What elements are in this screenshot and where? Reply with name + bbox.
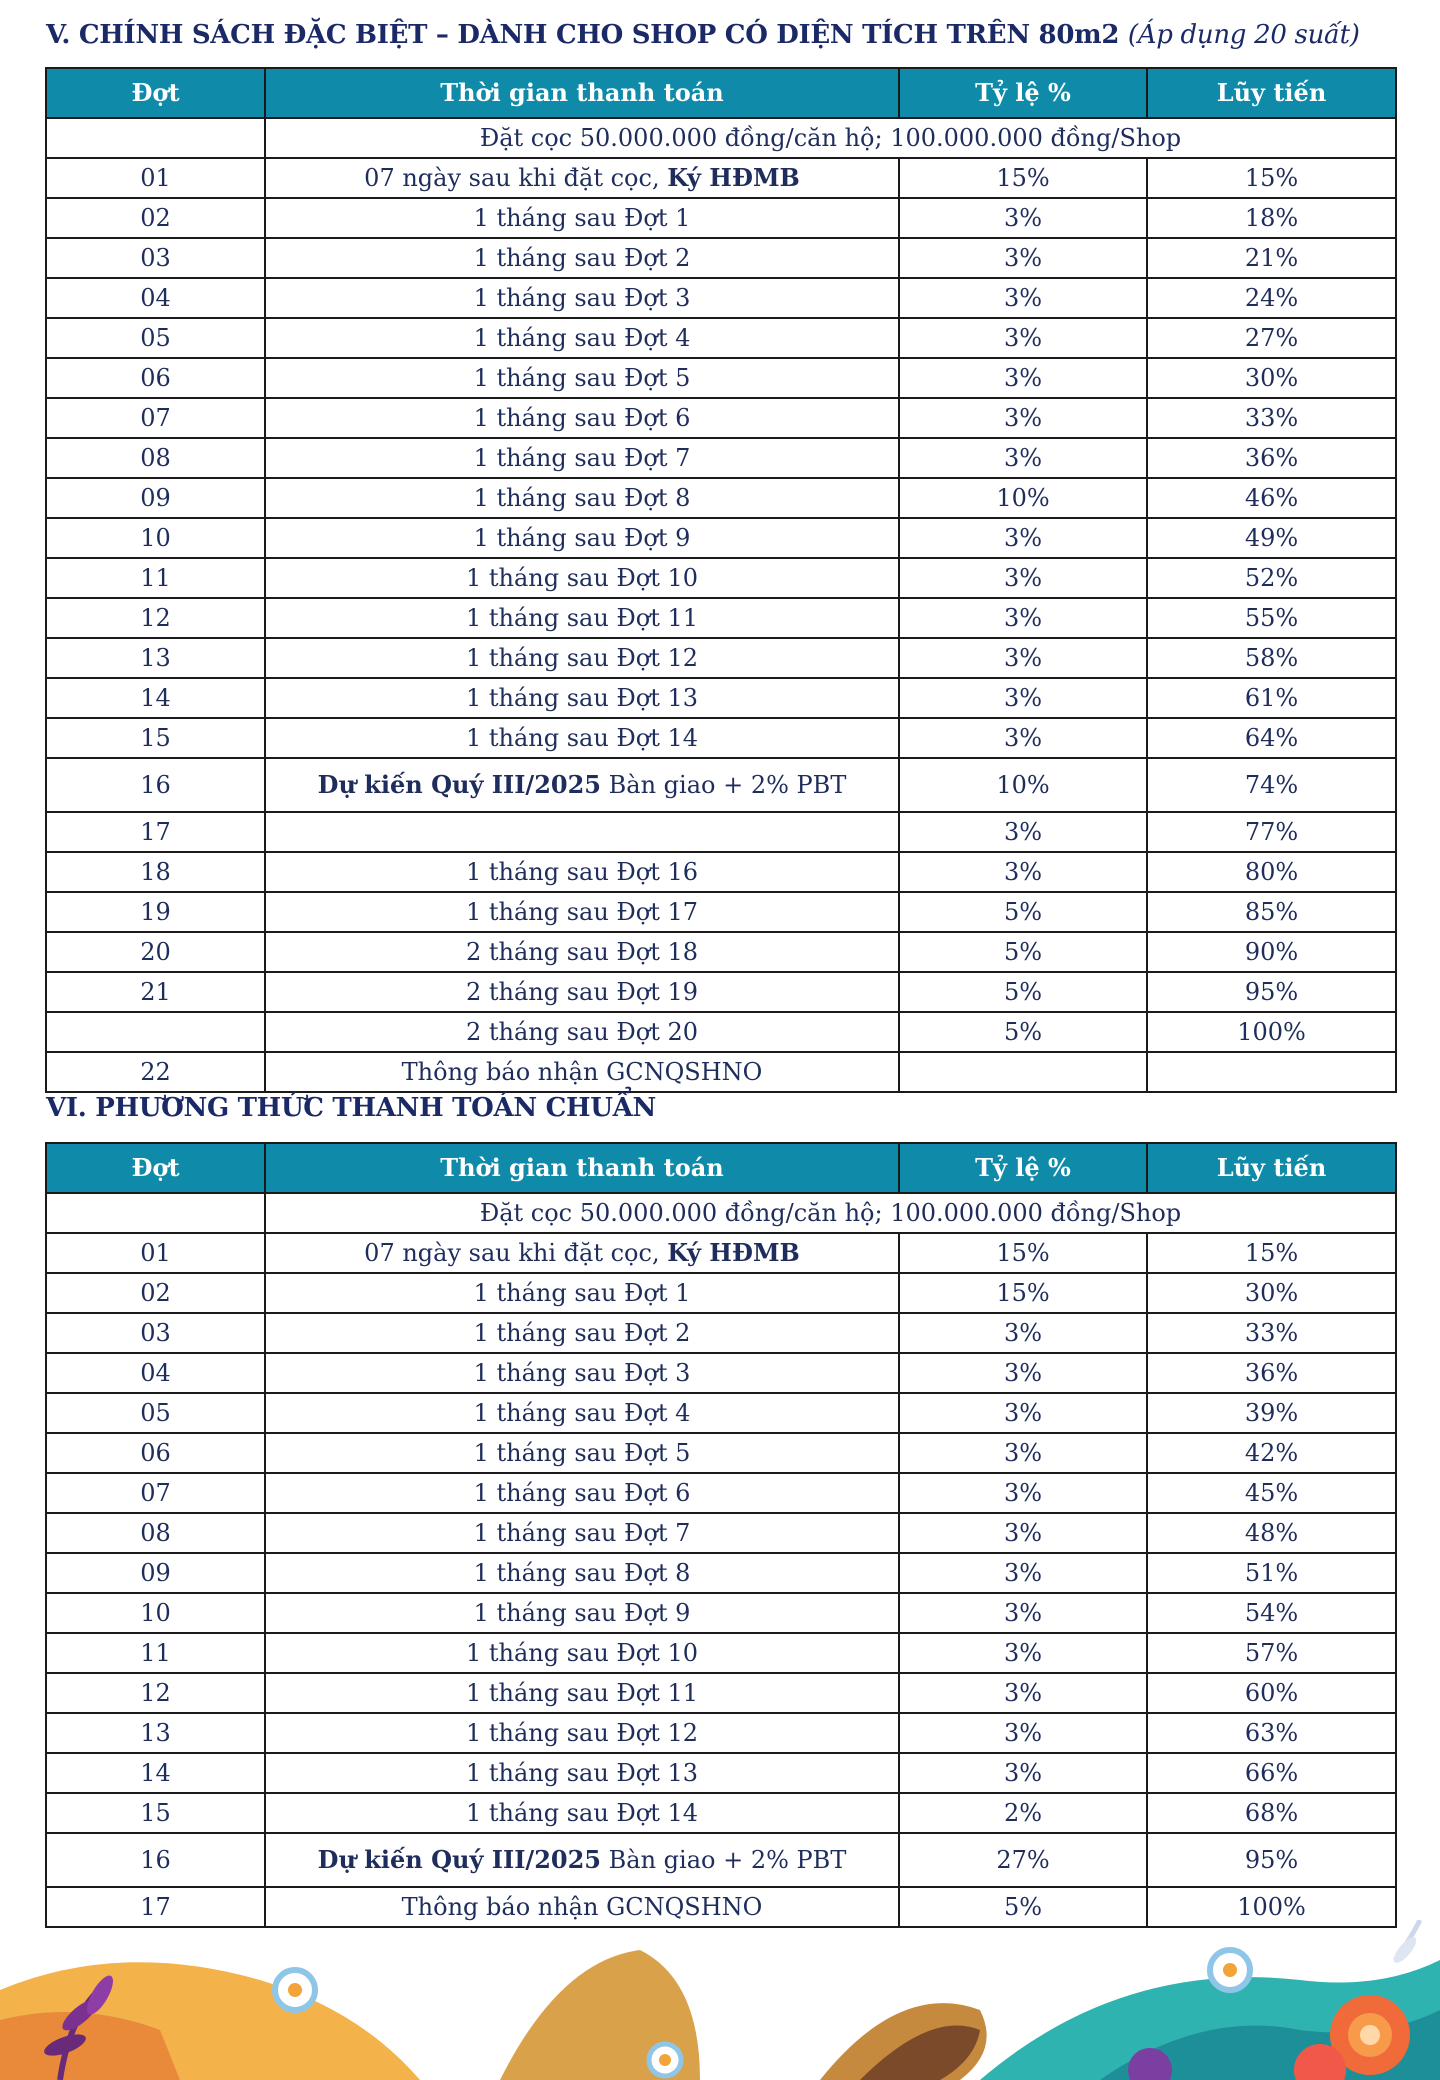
cell-time — [265, 972, 899, 1012]
table-row — [46, 1633, 1396, 1673]
cell-cumulative: 100% — [1147, 1887, 1396, 1927]
cell-dot: 09 — [46, 1553, 265, 1593]
cell-rate: 3% — [899, 1753, 1147, 1793]
cell-dot: 01 — [46, 158, 265, 198]
header-rate: Tỷ lệ % — [899, 68, 1147, 118]
table-row — [46, 1833, 1396, 1887]
cell-rate: 3% — [899, 1553, 1147, 1593]
cell-cumulative: 80% — [1147, 852, 1396, 892]
cell-dot: 22 — [46, 1052, 265, 1092]
cell-cumulative: 36% — [1147, 438, 1396, 478]
cell-cumulative: 42% — [1147, 1433, 1396, 1473]
cell-rate — [899, 1052, 1147, 1092]
leaf-shape — [1390, 1934, 1420, 1966]
time-text: 1 tháng sau Đợt 11 — [465, 603, 699, 632]
time-text: 07 ngày sau khi đặt cọc, — [364, 1238, 668, 1267]
table-row — [46, 852, 1396, 892]
time-text: 1 tháng sau Đợt 9 — [473, 523, 691, 552]
table-row — [46, 892, 1396, 932]
cell-cumulative: 58% — [1147, 638, 1396, 678]
cell-cumulative: 33% — [1147, 398, 1396, 438]
cell-dot: 15 — [46, 1793, 265, 1833]
time-text: 1 tháng sau Đợt 2 — [473, 243, 691, 272]
cell-time — [265, 1233, 899, 1273]
section-vi-title — [46, 1093, 656, 1123]
cell-dot: 02 — [46, 1273, 265, 1313]
time-text: 1 tháng sau Đợt 8 — [473, 483, 691, 512]
cell-cumulative: 52% — [1147, 558, 1396, 598]
footer-illustration — [0, 1920, 1440, 2080]
table-row — [46, 758, 1396, 812]
table-row — [46, 358, 1396, 398]
time-text: 1 tháng sau Đợt 4 — [473, 1398, 691, 1427]
cell-rate: 3% — [899, 318, 1147, 358]
header-time: Thời gian thanh toán — [265, 1143, 899, 1193]
table-row — [46, 678, 1396, 718]
table-row — [46, 1753, 1396, 1793]
cell-dot: 16 — [46, 758, 265, 812]
cell-dot: 05 — [46, 1393, 265, 1433]
cell-cumulative: 48% — [1147, 1513, 1396, 1553]
cell-dot: 07 — [46, 1473, 265, 1513]
section-v-title-text: V. CHÍNH SÁCH ĐẶC BIỆT – DÀNH CHO SHOP CÓ DIỆN TÍCH TRÊN 80m2 — [46, 20, 1120, 50]
cell-rate: 10% — [899, 758, 1147, 812]
time-text: 1 tháng sau Đợt 16 — [465, 857, 699, 886]
cell-cumulative: 95% — [1147, 972, 1396, 1012]
cell-cumulative: 85% — [1147, 892, 1396, 932]
cell-dot — [46, 1012, 265, 1052]
cell-cumulative: 24% — [1147, 278, 1396, 318]
header-dot: Đợt — [46, 1143, 265, 1193]
cell-dot: 17 — [46, 1887, 265, 1927]
cell-cumulative: 30% — [1147, 358, 1396, 398]
cell-rate: 15% — [899, 158, 1147, 198]
cell-cumulative: 95% — [1147, 1833, 1396, 1887]
time-text: 1 tháng sau Đợt 1 — [473, 203, 691, 232]
cell-time — [265, 558, 899, 598]
cell-cumulative: 63% — [1147, 1713, 1396, 1753]
cell-dot: 09 — [46, 478, 265, 518]
table-row — [46, 1713, 1396, 1753]
cell-rate: 3% — [899, 358, 1147, 398]
cell-cumulative: 64% — [1147, 718, 1396, 758]
cell-cumulative: 68% — [1147, 1793, 1396, 1833]
cell-rate: 3% — [899, 1433, 1147, 1473]
cell-time — [265, 1593, 899, 1633]
time-text: 1 tháng sau Đợt 11 — [465, 1678, 699, 1707]
cell-cumulative: 15% — [1147, 158, 1396, 198]
table-header-row — [46, 68, 1396, 118]
time-text-bold: Dự kiến Quý III/2025 — [317, 1844, 601, 1874]
cell-rate: 3% — [899, 558, 1147, 598]
table-row — [46, 598, 1396, 638]
cell-rate: 3% — [899, 238, 1147, 278]
cell-time — [265, 1513, 899, 1553]
cell-rate: 3% — [899, 278, 1147, 318]
cell-cumulative: 36% — [1147, 1353, 1396, 1393]
cell-dot: 03 — [46, 1313, 265, 1353]
table-row — [46, 1513, 1396, 1553]
cell-time — [265, 1273, 899, 1313]
cell-rate: 3% — [899, 638, 1147, 678]
cell-dot: 04 — [46, 1353, 265, 1393]
cell-cumulative: 90% — [1147, 932, 1396, 972]
cell-cumulative: 55% — [1147, 598, 1396, 638]
table-row — [46, 1052, 1396, 1092]
cell-rate: 5% — [899, 1887, 1147, 1927]
cell-dot: 14 — [46, 678, 265, 718]
section-vi-title-text: VI. PHƯƠNG THỨC THANH TOÁN CHUẨN — [46, 1093, 656, 1123]
table-row — [46, 1473, 1396, 1513]
table-row — [46, 1593, 1396, 1633]
time-text: 2 tháng sau Đợt 18 — [465, 937, 699, 966]
time-text: 1 tháng sau Đợt 9 — [473, 1598, 691, 1627]
time-text: 1 tháng sau Đợt 7 — [473, 443, 691, 472]
time-text: 1 tháng sau Đợt 12 — [465, 643, 699, 672]
cell-time — [265, 598, 899, 638]
cell-cumulative: 57% — [1147, 1633, 1396, 1673]
cell-rate: 2% — [899, 1793, 1147, 1833]
cell-cumulative: 27% — [1147, 318, 1396, 358]
cell-dot: 11 — [46, 558, 265, 598]
time-text: 1 tháng sau Đợt 5 — [473, 363, 691, 392]
table-row — [46, 238, 1396, 278]
time-text-suffix: Bàn giao + 2% PBT — [601, 770, 847, 799]
cell-time — [265, 158, 899, 198]
cell-dot: 07 — [46, 398, 265, 438]
header-rate: Tỷ lệ % — [899, 1143, 1147, 1193]
cell-cumulative: 49% — [1147, 518, 1396, 558]
cell-cumulative: 21% — [1147, 238, 1396, 278]
time-text: 1 tháng sau Đợt 2 — [473, 1318, 691, 1347]
deposit-cell: Đặt cọc 50.000.000 đồng/căn hộ; 100.000.000 đồng/Shop — [265, 1193, 1396, 1233]
cell-dot: 20 — [46, 932, 265, 972]
cell-rate: 3% — [899, 1473, 1147, 1513]
cell-rate: 3% — [899, 812, 1147, 852]
table-header-row — [46, 1143, 1396, 1193]
cell-time — [265, 518, 899, 558]
cell-cumulative: 66% — [1147, 1753, 1396, 1793]
cell-time — [265, 852, 899, 892]
table-row — [46, 1012, 1396, 1052]
section-v-title — [46, 20, 1360, 50]
cell-cumulative: 18% — [1147, 198, 1396, 238]
time-text: Thông báo nhận GCNQSHNO — [401, 1892, 763, 1921]
cell-time — [265, 758, 899, 812]
table-row — [46, 438, 1396, 478]
cell-rate: 3% — [899, 1593, 1147, 1633]
cell-dot: 12 — [46, 598, 265, 638]
table-row — [46, 1793, 1396, 1833]
cell-time — [265, 1052, 899, 1092]
cell-cumulative: 46% — [1147, 478, 1396, 518]
cell-time — [265, 1313, 899, 1353]
time-text-bold: Dự kiến Quý III/2025 — [317, 769, 601, 799]
cell-time — [265, 1753, 899, 1793]
flower-center-shape — [288, 1983, 302, 1997]
cell-rate: 27% — [899, 1833, 1147, 1887]
cell-rate: 5% — [899, 932, 1147, 972]
cell-dot: 06 — [46, 358, 265, 398]
table-row — [46, 158, 1396, 198]
flower-center-shape — [1360, 2025, 1380, 2045]
cell-rate: 3% — [899, 1353, 1147, 1393]
cell-dot: 08 — [46, 1513, 265, 1553]
cell-dot: 17 — [46, 812, 265, 852]
cell-rate: 15% — [899, 1273, 1147, 1313]
cell-dot: 08 — [46, 438, 265, 478]
cell-cumulative: 51% — [1147, 1553, 1396, 1593]
cell-dot: 10 — [46, 518, 265, 558]
table-row — [46, 1273, 1396, 1313]
table-row — [46, 1233, 1396, 1273]
deposit-dot-cell — [46, 118, 265, 158]
cell-rate: 3% — [899, 198, 1147, 238]
cell-time — [265, 1473, 899, 1513]
cell-rate: 3% — [899, 852, 1147, 892]
cell-dot: 11 — [46, 1633, 265, 1673]
deposit-row — [46, 118, 1396, 158]
cell-time — [265, 318, 899, 358]
cell-time — [265, 1793, 899, 1833]
cell-time — [265, 238, 899, 278]
cell-dot: 02 — [46, 198, 265, 238]
cell-time — [265, 1393, 899, 1433]
table-row — [46, 1433, 1396, 1473]
time-text: 1 tháng sau Đợt 7 — [473, 1518, 691, 1547]
cell-cumulative: 100% — [1147, 1012, 1396, 1052]
cell-time — [265, 1713, 899, 1753]
table-row — [46, 638, 1396, 678]
cell-time — [265, 638, 899, 678]
cell-dot: 14 — [46, 1753, 265, 1793]
time-text: 2 tháng sau Đợt 19 — [465, 977, 699, 1006]
cell-time — [265, 1673, 899, 1713]
cell-rate: 3% — [899, 1673, 1147, 1713]
header-time: Thời gian thanh toán — [265, 68, 899, 118]
time-text: 1 tháng sau Đợt 10 — [465, 1638, 699, 1667]
table-row — [46, 518, 1396, 558]
cell-dot: 03 — [46, 238, 265, 278]
cell-cumulative: 30% — [1147, 1273, 1396, 1313]
cell-cumulative: 60% — [1147, 1673, 1396, 1713]
cell-cumulative: 77% — [1147, 812, 1396, 852]
cell-rate: 3% — [899, 438, 1147, 478]
cell-rate: 15% — [899, 1233, 1147, 1273]
time-text: 1 tháng sau Đợt 3 — [473, 1358, 691, 1387]
table-row — [46, 972, 1396, 1012]
cell-time — [265, 892, 899, 932]
cell-cumulative: 39% — [1147, 1393, 1396, 1433]
cell-dot: 21 — [46, 972, 265, 1012]
cell-rate: 3% — [899, 1513, 1147, 1553]
cell-rate: 3% — [899, 1313, 1147, 1353]
time-text: 1 tháng sau Đợt 6 — [473, 1478, 691, 1507]
time-text: 1 tháng sau Đợt 12 — [465, 1718, 699, 1747]
deposit-cell: Đặt cọc 50.000.000 đồng/căn hộ; 100.000.000 đồng/Shop — [265, 118, 1396, 158]
cell-dot: 04 — [46, 278, 265, 318]
cell-time — [265, 718, 899, 758]
cell-time — [265, 478, 899, 518]
time-text: 1 tháng sau Đợt 10 — [465, 563, 699, 592]
time-text: 1 tháng sau Đợt 8 — [473, 1558, 691, 1587]
table-row — [46, 558, 1396, 598]
cell-rate: 3% — [899, 1393, 1147, 1433]
header-cumulative: Lũy tiến — [1147, 1143, 1396, 1193]
cell-time — [265, 198, 899, 238]
cell-dot: 15 — [46, 718, 265, 758]
cell-rate: 3% — [899, 678, 1147, 718]
cell-rate: 3% — [899, 718, 1147, 758]
cell-time — [265, 1633, 899, 1673]
flower-center-shape — [1223, 1963, 1237, 1977]
cell-time — [265, 1353, 899, 1393]
cell-cumulative: 54% — [1147, 1593, 1396, 1633]
cell-time — [265, 1012, 899, 1052]
table-row — [46, 318, 1396, 358]
cell-time — [265, 812, 899, 852]
header-cumulative: Lũy tiến — [1147, 68, 1396, 118]
table-row — [46, 1313, 1396, 1353]
cell-rate: 3% — [899, 1713, 1147, 1753]
cell-dot: 12 — [46, 1673, 265, 1713]
cell-time — [265, 278, 899, 318]
cell-time — [265, 1433, 899, 1473]
flower-center-shape — [659, 2054, 671, 2066]
section-v-note: (Áp dụng 20 suất) — [1127, 20, 1360, 50]
payment-table-standard — [45, 1142, 1397, 1928]
table-row — [46, 932, 1396, 972]
cell-dot: 10 — [46, 1593, 265, 1633]
table-row — [46, 478, 1396, 518]
table-row — [46, 812, 1396, 852]
table-row — [46, 1553, 1396, 1593]
cell-rate: 10% — [899, 478, 1147, 518]
header-dot: Đợt — [46, 68, 265, 118]
time-text-bold: Ký HĐMB — [667, 162, 800, 192]
cell-rate: 5% — [899, 892, 1147, 932]
time-text: 1 tháng sau Đợt 6 — [473, 403, 691, 432]
cell-time — [265, 678, 899, 718]
table-row — [46, 1673, 1396, 1713]
time-text: 1 tháng sau Đợt 14 — [465, 723, 699, 752]
time-text: 07 ngày sau khi đặt cọc, — [364, 163, 668, 192]
cell-time — [265, 398, 899, 438]
time-text: Thông báo nhận GCNQSHNO — [401, 1057, 763, 1086]
cell-dot: 06 — [46, 1433, 265, 1473]
deposit-row — [46, 1193, 1396, 1233]
table-row — [46, 398, 1396, 438]
cell-dot: 16 — [46, 1833, 265, 1887]
cell-rate: 5% — [899, 972, 1147, 1012]
cell-time — [265, 1553, 899, 1593]
cell-dot: 13 — [46, 638, 265, 678]
cell-rate: 3% — [899, 398, 1147, 438]
time-text: 1 tháng sau Đợt 5 — [473, 1438, 691, 1467]
cell-cumulative: 15% — [1147, 1233, 1396, 1273]
table-row — [46, 1353, 1396, 1393]
table-row — [46, 278, 1396, 318]
cell-dot: 18 — [46, 852, 265, 892]
cell-rate: 5% — [899, 1012, 1147, 1052]
cell-time — [265, 358, 899, 398]
cell-dot: 01 — [46, 1233, 265, 1273]
cell-time — [265, 438, 899, 478]
table-body — [46, 118, 1396, 1092]
cell-cumulative: 33% — [1147, 1313, 1396, 1353]
time-text: 1 tháng sau Đợt 13 — [465, 683, 699, 712]
cell-cumulative: 45% — [1147, 1473, 1396, 1513]
table-row — [46, 198, 1396, 238]
table-row — [46, 1393, 1396, 1433]
payment-table-special — [45, 67, 1397, 1093]
time-text: 1 tháng sau Đợt 17 — [465, 897, 699, 926]
table-row — [46, 718, 1396, 758]
cell-dot: 05 — [46, 318, 265, 358]
time-text-suffix: Bàn giao + 2% PBT — [601, 1845, 847, 1874]
time-text: 1 tháng sau Đợt 4 — [473, 323, 691, 352]
cell-rate: 3% — [899, 598, 1147, 638]
time-text: 2 tháng sau Đợt 20 — [465, 1017, 699, 1046]
time-text: 1 tháng sau Đợt 14 — [465, 1798, 699, 1827]
cell-rate: 3% — [899, 1633, 1147, 1673]
time-text-bold: Ký HĐMB — [667, 1237, 800, 1267]
time-text: 1 tháng sau Đợt 13 — [465, 1758, 699, 1787]
deposit-dot-cell — [46, 1193, 265, 1233]
time-text: 1 tháng sau Đợt 3 — [473, 283, 691, 312]
cell-time — [265, 1833, 899, 1887]
cell-time — [265, 932, 899, 972]
cell-cumulative: 61% — [1147, 678, 1396, 718]
table-body — [46, 1193, 1396, 1927]
cell-rate: 3% — [899, 518, 1147, 558]
cell-cumulative — [1147, 1052, 1396, 1092]
cell-cumulative: 74% — [1147, 758, 1396, 812]
time-text: 1 tháng sau Đợt 1 — [473, 1278, 691, 1307]
cell-dot: 13 — [46, 1713, 265, 1753]
cell-dot: 19 — [46, 892, 265, 932]
